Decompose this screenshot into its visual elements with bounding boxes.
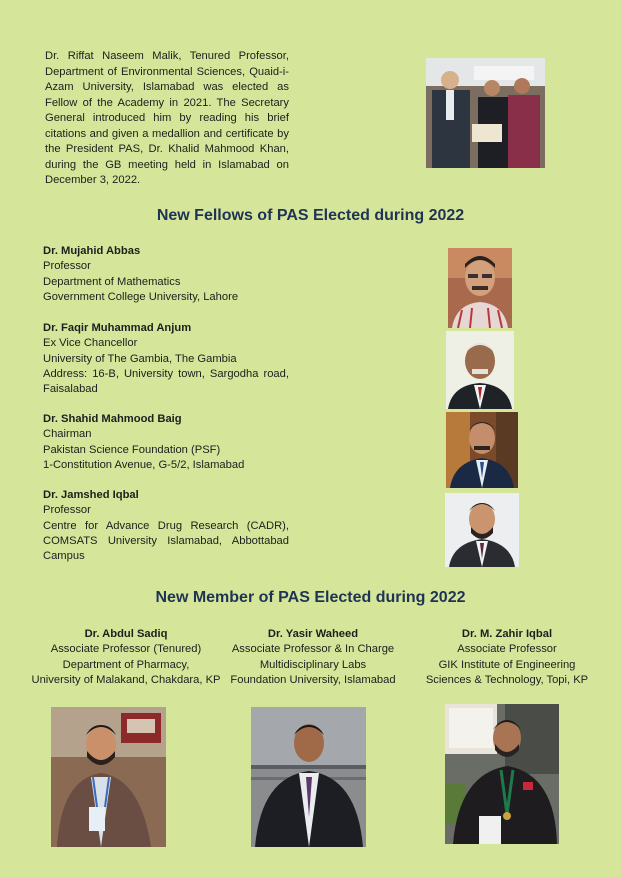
- member-entry: [218, 627, 408, 688]
- member-institution: University of Malakand, Chakdara, KP: [31, 673, 221, 686]
- member-photo: [445, 704, 559, 844]
- member-institution: GIK Institute of Engineering: [438, 658, 576, 671]
- fellow-entry: [43, 244, 289, 305]
- member-name: Dr. Abdul Sadiq: [84, 628, 168, 640]
- fellow-title: Professor: [43, 260, 91, 273]
- member-photo: [51, 707, 166, 847]
- fellow-title: Ex Vice Chancellor: [43, 337, 138, 350]
- member-photo: [251, 707, 366, 847]
- member-location: Sciences & Technology, Topi, KP: [425, 673, 589, 686]
- member-department: Multidisciplinary Labs: [259, 658, 367, 671]
- member-name: Dr. Yasir Waheed: [267, 628, 359, 640]
- fellow-address: Address: 16-B, University town, Sargodha road, Faisalabad: [43, 367, 289, 396]
- intro-paragraph: Dr. Riffat Naseem Malik, Tenured Professor, Department of Environmental Sciences, Quaid-i-Azam University, Islamabad was elected as Fellow of the Academy in 2021. The Secretary General introduced him by reading his brief citations and given a medallion and certificate by the President PAS, Dr. Khalid Mahmood Khan, during the GB meeting held in Islamabad on December 3, 2022.: [45, 50, 289, 186]
- fellow-photo: [445, 493, 519, 567]
- member-title: Associate Professor & In Charge: [231, 643, 395, 656]
- member-title: Associate Professor: [457, 643, 557, 656]
- award-ceremony-photo: [426, 58, 545, 168]
- member-institution: Foundation University, Islamabad: [230, 673, 396, 686]
- member-department: Department of Pharmacy,: [62, 658, 190, 671]
- fellow-institution: Pakistan Science Foundation (PSF): [43, 443, 221, 456]
- member-name: Dr. M. Zahir Iqbal: [461, 628, 553, 640]
- fellow-name: Dr. Shahid Mahmood Baig: [43, 413, 182, 425]
- fellow-entry: [43, 412, 289, 473]
- fellow-photo: [446, 412, 518, 488]
- fellow-title: Professor: [43, 504, 91, 517]
- member-title: Associate Professor (Tenured): [50, 643, 202, 656]
- member-entry: [31, 627, 221, 688]
- member-entry: [412, 627, 602, 688]
- fellows-section-title: New Fellows of PAS Elected during 2022: [156, 207, 465, 224]
- fellow-photo: [448, 248, 512, 328]
- fellow-name: Dr. Jamshed Iqbal: [43, 489, 139, 501]
- fellow-institution: Centre for Advance Drug Research (CADR), COMSATS University Islamabad, Abbottabad Campus: [43, 519, 289, 563]
- members-section-title: New Member of PAS Elected during 2022: [155, 589, 466, 606]
- fellow-name: Dr. Mujahid Abbas: [43, 245, 141, 257]
- fellow-title: Chairman: [43, 428, 92, 441]
- fellow-photo: [446, 331, 514, 409]
- fellow-address: 1-Constitution Avenue, G-5/2, Islamabad: [43, 458, 245, 471]
- fellow-entry: [43, 321, 289, 397]
- fellow-institution: University of The Gambia, The Gambia: [43, 352, 237, 365]
- fellow-name: Dr. Faqir Muhammad Anjum: [43, 322, 192, 334]
- fellow-department: Department of Mathematics: [43, 275, 181, 288]
- fellow-entry: [43, 488, 289, 564]
- fellow-institution: Government College University, Lahore: [43, 290, 239, 303]
